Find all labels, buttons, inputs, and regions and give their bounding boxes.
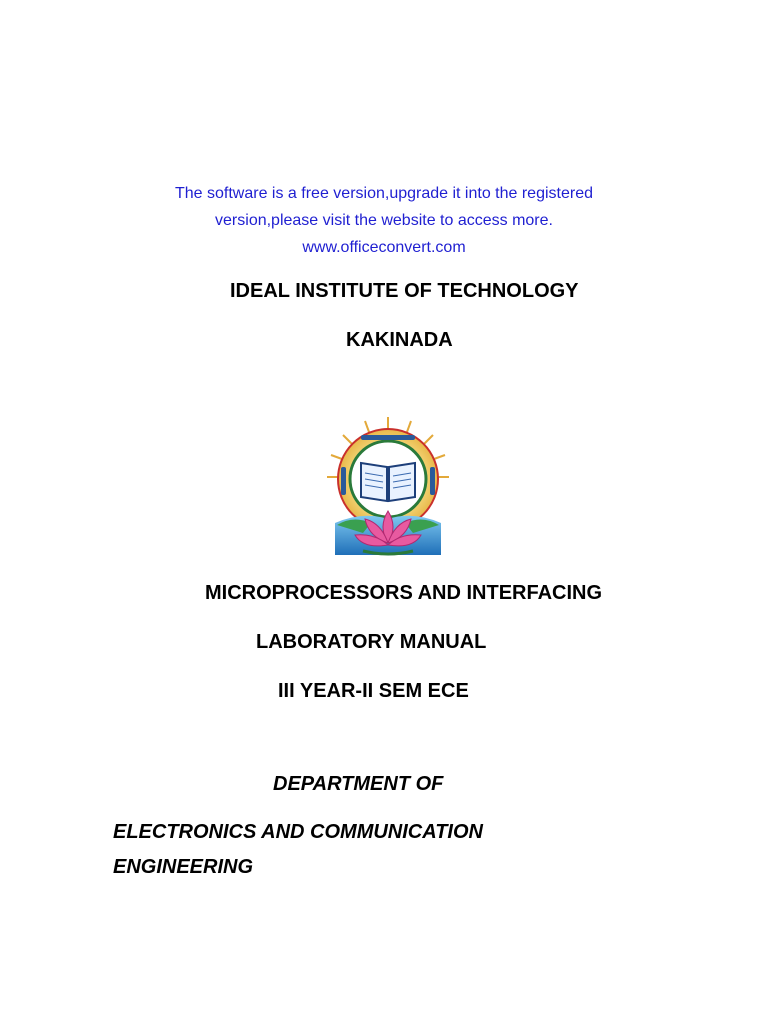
college-emblem-icon — [323, 415, 453, 565]
institute-name: IDEAL INSTITUTE OF TECHNOLOGY — [230, 280, 579, 302]
course-subject: MICROPROCESSORS AND INTERFACING — [205, 582, 603, 604]
course-manual-title: LABORATORY MANUAL — [256, 631, 487, 653]
course-year-semester: III YEAR-II SEM ECE — [278, 680, 469, 702]
department-name-line-1: ELECTRONICS AND COMMUNICATION — [113, 821, 483, 843]
department-label: DEPARTMENT OF — [273, 773, 444, 795]
institute-city: KAKINADA — [346, 329, 453, 351]
department-name-line-2: ENGINEERING — [113, 856, 254, 878]
watermark-line-2: version,please visit the website to access more. — [215, 212, 553, 229]
watermark-line-1: The software is a free version,upgrade it into the registered — [175, 185, 593, 202]
watermark-url: www.officeconvert.com — [302, 239, 466, 256]
